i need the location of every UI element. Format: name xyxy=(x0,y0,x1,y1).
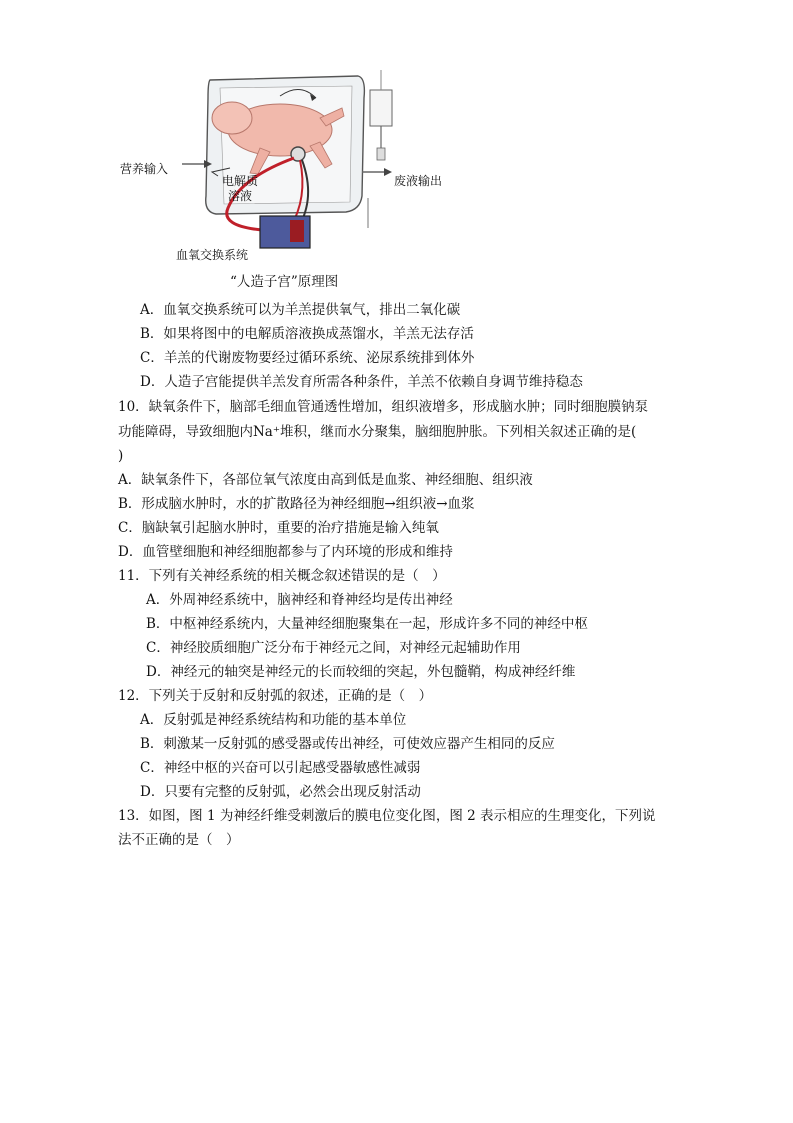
q9-option-b: B．如果将图中的电解质溶液换成蒸馏水，羊羔无法存活 xyxy=(140,326,474,342)
q10-option-c: C．脑缺氧引起脑水肿时，重要的治疗措施是输入纯氧 xyxy=(118,520,439,536)
q13-stem-line1: 13．如图，图 1 为神经纤维受刺激后的膜电位变化图，图 2 表示相应的生理变化，下列说 xyxy=(118,808,656,824)
q10-option-d: D．血管壁细胞和神经细胞都参与了内环境的形成和维持 xyxy=(118,544,453,560)
q12-stem: 12．下列关于反射和反射弧的叙述，正确的是（ ） xyxy=(118,688,433,704)
q11-option-d: D．神经元的轴突是神经元的长而较细的突起，外包髓鞘，构成神经纤维 xyxy=(146,664,576,680)
q10-option-a: A．缺氧条件下，各部位氧气浓度由高到低是血浆、神经细胞、组织液 xyxy=(118,472,533,488)
q10-stem-line3: ) xyxy=(118,448,124,464)
label-exchange-system: 血氧交换系统 xyxy=(176,248,249,262)
artificial-womb-figure xyxy=(120,68,460,288)
q9-option-a: A．血氧交换系统可以为羊羔提供氧气，排出二氧化碳 xyxy=(140,302,461,318)
q9-option-d: D．人造子宫能提供羊羔发育所需各种条件，羊羔不依赖自身调节维持稳态 xyxy=(140,374,583,390)
q12-option-d: D．只要有完整的反射弧，必然会出现反射活动 xyxy=(140,784,421,800)
label-solution: 溶液 xyxy=(228,189,253,203)
label-electrolyte: 电解质 xyxy=(222,174,259,188)
q11-option-b: B．中枢神经系统内，大量神经细胞聚集在一起，形成许多不同的神经中枢 xyxy=(146,616,588,632)
label-waste-output: 废液输出 xyxy=(394,174,443,188)
q11-stem: 11．下列有关神经系统的相关概念叙述错误的是（ ） xyxy=(118,568,446,584)
artificial-womb-illustration xyxy=(120,68,460,268)
q10-option-b: B．形成脑水肿时，水的扩散路径为神经细胞→组织液→血浆 xyxy=(118,496,475,512)
label-nutrient-input: 营养输入 xyxy=(120,162,169,176)
q13-stem-line2: 法不正确的是（ ） xyxy=(118,832,240,848)
q12-option-b: B．刺激某一反射弧的感受器或传出神经，可使效应器产生相同的反应 xyxy=(140,736,555,752)
q12-option-c: C．神经中枢的兴奋可以引起感受器敏感性减弱 xyxy=(140,760,421,776)
q10-stem-line2: 功能障碍，导致细胞内Na⁺堆积，继而水分聚集，脑细胞肿胀。下列相关叙述正确的是( xyxy=(118,424,637,440)
q11-option-a: A．外周神经系统中，脑神经和脊神经均是传出神经 xyxy=(146,592,453,608)
q11-option-c: C．神经胶质细胞广泛分布于神经元之间，对神经元起辅助作用 xyxy=(146,640,521,656)
q12-option-a: A．反射弧是神经系统结构和功能的基本单位 xyxy=(140,712,407,728)
q10-stem-line1: 10．缺氧条件下，脑部毛细血管通透性增加，组织液增多，形成脑水肿；同时细胞膜钠泵 xyxy=(118,399,649,415)
q9-option-c: C．羊羔的代谢废物要经过循环系统、泌尿系统排到体外 xyxy=(140,350,475,366)
figure-caption: “人造子宫”原理图 xyxy=(230,274,339,290)
